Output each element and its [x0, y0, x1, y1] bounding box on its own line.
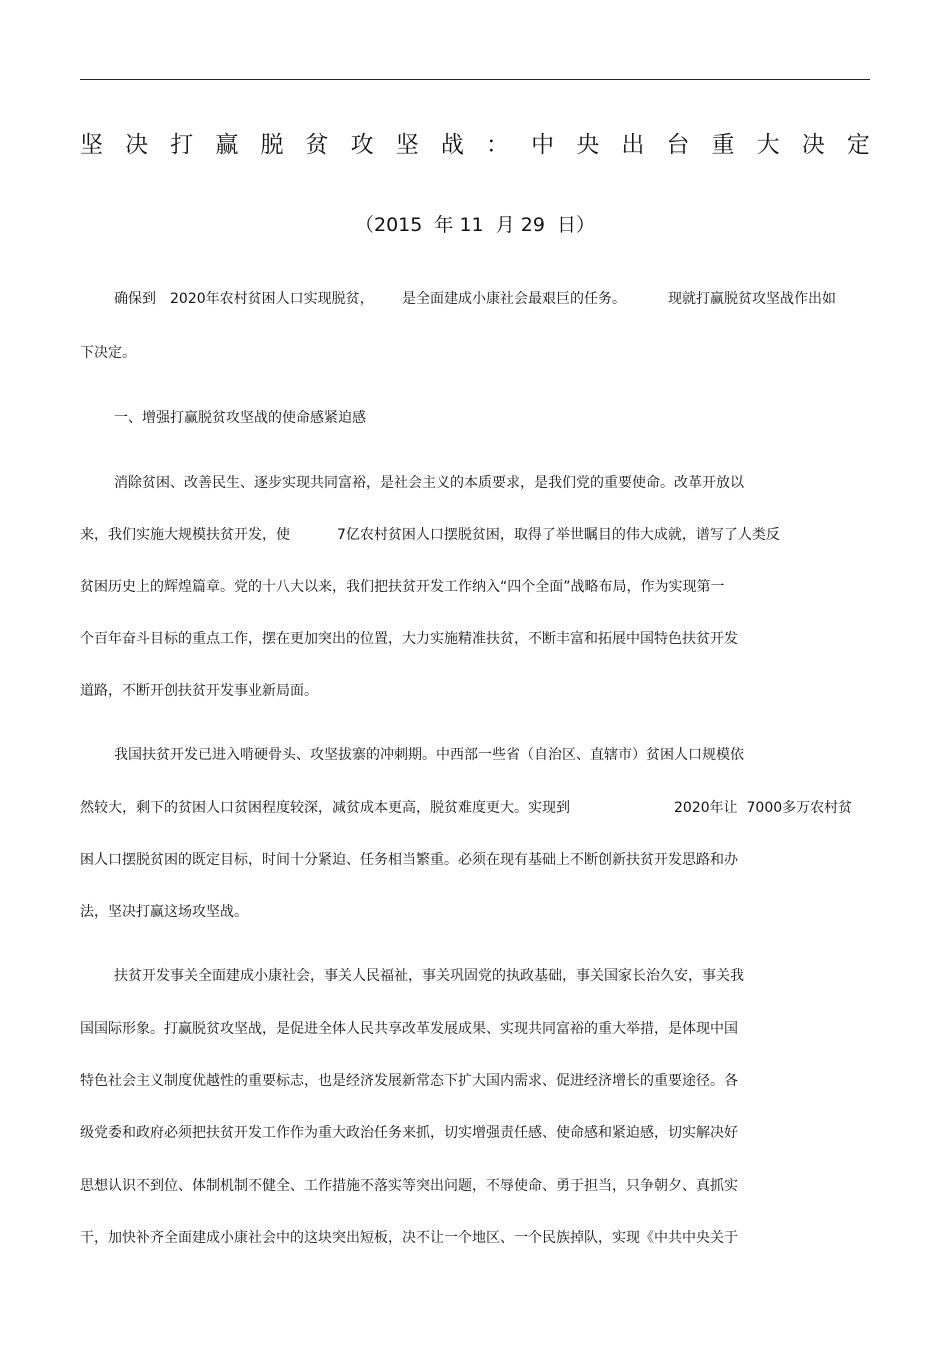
text-line: [80, 408, 870, 428]
text-line: [80, 681, 870, 701]
text-line: [80, 745, 870, 765]
text-line: [80, 850, 870, 870]
document-date: （2015 年 11 月 29 日）: [354, 214, 596, 236]
text-segment: 是全面建成小康社会最艰巨的任务。: [402, 291, 626, 307]
text-segment: 然较大，剩下的贫困人口贫困程度较深，减贫成本更高，脱贫难度更大。实现到: [80, 800, 570, 816]
page-title-char: ：: [485, 132, 509, 158]
page-title-char: 央: [576, 132, 600, 158]
top-rule: [80, 79, 870, 80]
text-line: [80, 629, 870, 649]
text-segment: 特色社会主义制度优越性的重要标志，也是经济发展新常态下扩大国内需求、促进经济增长的重要途径。各: [80, 1073, 738, 1089]
text-segment: 困人口摆脱贫困的既定目标，时间十分紧迫、任务相当繁重。必须在现有基础上不断创新扶贫开发思路和办: [80, 852, 738, 868]
text-line: [80, 525, 870, 545]
text-segment: 7亿农村贫困人口摆脱贫困，取得了举世瞩目的伟大成就，谱写了人类反: [337, 527, 780, 543]
page-title-char: 台: [666, 132, 690, 158]
text-line: [80, 798, 870, 818]
text-line: [80, 902, 870, 922]
text-segment: 2020年让 7000多万农村贫: [674, 800, 853, 816]
text-line: [80, 343, 870, 363]
text-segment: 道路，不断开创扶贫开发事业新局面。: [80, 683, 318, 699]
page-title-char: 攻: [350, 132, 374, 158]
text-segment: 我国扶贫开发已进入啃硬骨头、攻坚拔寨的冲刺期。中西部一些省（自治区、直辖市）贫困人口规模依: [114, 747, 744, 763]
page-title-char: 大: [756, 132, 780, 158]
page-title-char: 坚: [395, 132, 419, 158]
text-segment: 法，坚决打赢这场攻坚战。: [80, 904, 248, 920]
text-line: [80, 577, 870, 597]
text-segment: 现就打赢脱贫攻坚战作出如: [668, 291, 836, 307]
page-title-char: 出: [621, 132, 645, 158]
page-title-char: 中: [531, 132, 555, 158]
page-title-char: 打: [170, 132, 194, 158]
page-title-char: 定: [846, 132, 870, 158]
text-line: [80, 1228, 870, 1248]
page-title-char: 决: [801, 132, 825, 158]
page-title-char: 贫: [305, 132, 329, 158]
text-segment: 级党委和政府必须把扶贫开发工作作为重大政治任务来抓，切实增强责任感、使命感和紧迫感，切实解决好: [80, 1125, 738, 1141]
text-line: [80, 1123, 870, 1143]
text-segment: 国国际形象。打赢脱贫攻坚战，是促进全体人民共享改革发展成果、实现共同富裕的重大举措，是体现中国: [80, 1021, 738, 1037]
page-title-char: 赢: [215, 132, 239, 158]
text-segment: 一、增强打赢脱贫攻坚战的使命感紧迫感: [114, 410, 366, 426]
text-segment: 消除贫困、改善民生、逐步实现共同富裕，是社会主义的本质要求，是我们党的重要使命。改革开放以: [114, 475, 744, 491]
page-title: [80, 128, 870, 162]
text-line: [80, 1176, 870, 1196]
text-line: [80, 966, 870, 986]
page-title-char: 重: [711, 132, 735, 158]
page-title-char: 战: [440, 132, 464, 158]
text-segment: 个百年奋斗目标的重点工作，摆在更加突出的位置，大力实施精准扶贫，不断丰富和拓展中国特色扶贫开发: [80, 631, 738, 647]
text-line: [80, 1019, 870, 1039]
text-segment: 下决定。: [80, 345, 136, 361]
text-line: [80, 1071, 870, 1091]
text-line: [80, 473, 870, 493]
text-segment: 确保到: [114, 291, 156, 307]
text-line: [80, 289, 870, 309]
text-segment: 干，加快补齐全面建成小康社会中的这块突出短板，决不让一个地区、一个民族掉队，实现《中共中央关于: [80, 1230, 738, 1246]
page-title-char: 决: [125, 132, 149, 158]
text-segment: 2020年农村贫困人口实现脱贫，: [170, 291, 374, 307]
text-segment: 来，我们实施大规模扶贫开发，使: [80, 527, 290, 543]
text-segment: 扶贫开发事关全面建成小康社会，事关人民福祉，事关巩固党的执政基础，事关国家长治久安，事关我: [114, 968, 744, 984]
page-title-char: 脱: [260, 132, 284, 158]
text-segment: 贫困历史上的辉煌篇章。党的十八大以来，我们把扶贫开发工作纳入“四个全面”战略布局，作为实现第一: [80, 579, 725, 595]
page-title-char: 坚: [80, 132, 103, 158]
text-segment: 思想认识不到位、体制机制不健全、工作措施不落实等突出问题，不辱使命、勇于担当，只争朝夕、真抓实: [80, 1178, 738, 1194]
